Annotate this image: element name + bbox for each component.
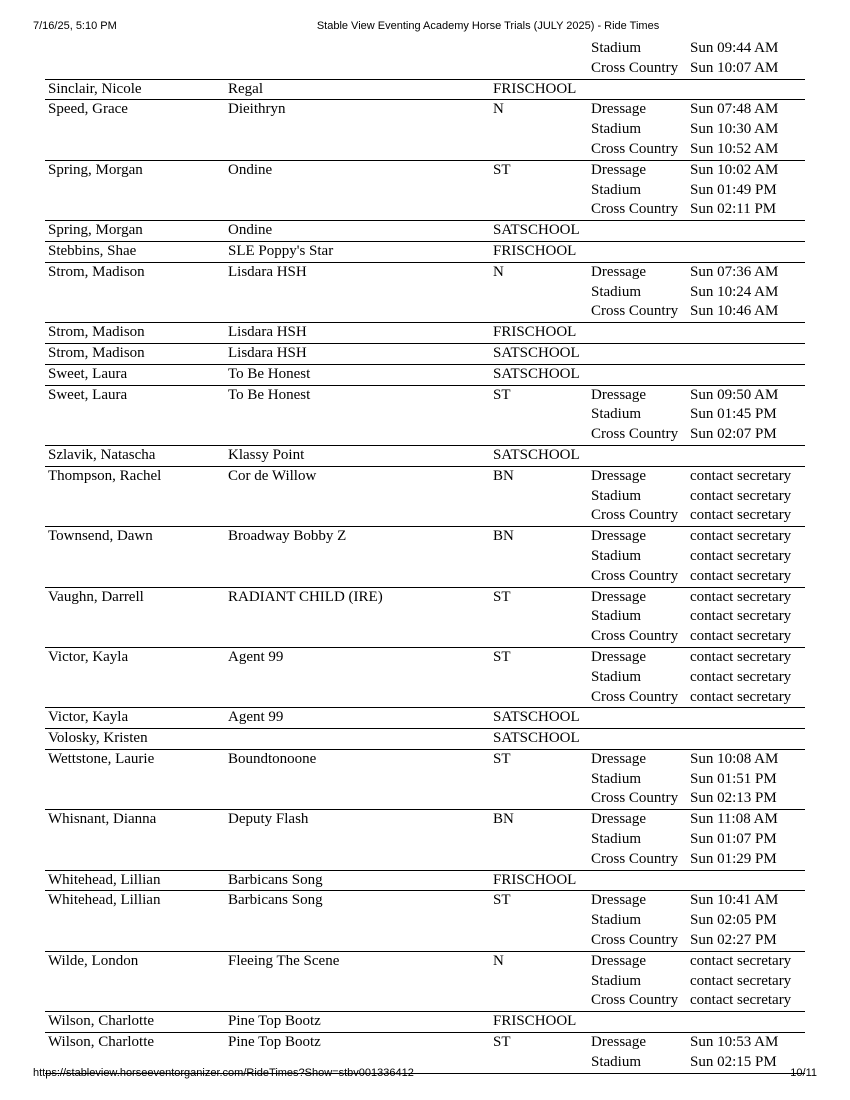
time-column <box>690 100 778 159</box>
phase-label: Stadium <box>591 406 642 423</box>
division: FRISCHOOL <box>493 242 577 259</box>
horse-name: Pine Top Bootz <box>228 1034 321 1051</box>
division: FRISCHOOL <box>493 1013 577 1030</box>
time-column <box>690 891 778 950</box>
table-row <box>45 952 805 1012</box>
rider-name: Victor, Kayla <box>48 709 129 726</box>
phase-label: Dressage <box>591 386 646 403</box>
horse-name: Dieithryn <box>228 101 286 118</box>
ride-time: Sun 02:05 PM <box>690 912 777 929</box>
table-row <box>45 871 805 892</box>
time-column <box>690 810 778 869</box>
ride-time: contact secretary <box>690 547 792 564</box>
ride-time: Sun 10:53 AM <box>690 1034 779 1051</box>
table-row <box>45 527 805 587</box>
ride-time: Sun 02:15 PM <box>690 1053 777 1070</box>
phase-label: Stadium <box>591 831 642 848</box>
phase-label: Dressage <box>591 750 646 767</box>
phase-column <box>591 891 678 950</box>
rider-name: Stebbins, Shae <box>48 242 137 259</box>
horse-name: To Be Honest <box>228 386 311 403</box>
horse-name: Klassy Point <box>228 446 305 463</box>
rider-name: Whisnant, Dianna <box>48 811 157 828</box>
phase-label: Stadium <box>591 972 642 989</box>
rider-name: Whitehead, Lillian <box>48 871 161 888</box>
phase-label: Cross Country <box>591 932 679 949</box>
print-datetime: 7/16/25, 5:10 PM <box>33 20 117 32</box>
time-column <box>690 386 778 445</box>
horse-name: SLE Poppy's Star <box>228 242 334 259</box>
table-row <box>45 588 805 648</box>
ride-time: contact secretary <box>690 507 792 524</box>
ride-time: contact secretary <box>690 952 792 969</box>
phase-column <box>591 810 678 869</box>
division: FRISCHOOL <box>493 871 577 888</box>
horse-name: Pine Top Bootz <box>228 1013 321 1030</box>
phase-label: Cross Country <box>591 426 679 443</box>
division: SATSCHOOL <box>493 446 580 463</box>
table-row <box>45 221 805 242</box>
horse-name: Agent 99 <box>228 709 284 726</box>
ride-time: contact secretary <box>690 528 792 545</box>
division: N <box>493 101 504 118</box>
phase-label: Stadium <box>591 668 642 685</box>
rider-name: Vaughn, Darrell <box>48 588 144 605</box>
ride-time: Sun 02:13 PM <box>690 790 777 807</box>
ride-time: contact secretary <box>690 588 792 605</box>
table-row <box>45 263 805 323</box>
horse-name: Agent 99 <box>228 648 284 665</box>
phase-label: Stadium <box>591 547 642 564</box>
rider-name: Sweet, Laura <box>48 365 128 382</box>
ride-time: Sun 02:11 PM <box>690 201 777 218</box>
phase-column <box>591 161 678 220</box>
ride-time: contact secretary <box>690 688 792 705</box>
division: BN <box>493 811 514 828</box>
ride-time: contact secretary <box>690 992 792 1009</box>
table-row <box>45 242 805 263</box>
phase-column <box>591 100 678 159</box>
horse-name: To Be Honest <box>228 365 311 382</box>
division: ST <box>493 750 511 767</box>
rider-name: Volosky, Kristen <box>48 730 148 747</box>
phase-column <box>591 750 678 809</box>
ride-time: Sun 01:51 PM <box>690 770 777 787</box>
phase-label: Stadium <box>591 770 642 787</box>
division: BN <box>493 467 514 484</box>
horse-name: Broadway Bobby Z <box>228 528 347 545</box>
division: ST <box>493 161 511 178</box>
ride-time: Sun 02:27 PM <box>690 932 777 949</box>
table-row <box>45 708 805 729</box>
table-row <box>45 729 805 750</box>
phase-label: Dressage <box>591 467 646 484</box>
phase-label: Dressage <box>591 161 646 178</box>
phase-label: Cross Country <box>591 790 679 807</box>
horse-name: Ondine <box>228 161 273 178</box>
table-row <box>45 891 805 951</box>
rider-name: Wilde, London <box>48 952 139 969</box>
table-row <box>45 446 805 467</box>
division: FRISCHOOL <box>493 80 577 97</box>
ride-time: Sun 10:30 AM <box>690 121 779 138</box>
table-row <box>45 100 805 160</box>
division: ST <box>493 648 511 665</box>
phase-label: Stadium <box>591 608 642 625</box>
phase-label: Cross Country <box>591 507 679 524</box>
phase-label: Cross Country <box>591 140 679 157</box>
ride-time: Sun 10:41 AM <box>690 892 779 909</box>
phase-label: Cross Country <box>591 59 679 76</box>
phase-label: Cross Country <box>591 850 679 867</box>
ride-time: Sun 10:02 AM <box>690 161 779 178</box>
phase-label: Cross Country <box>591 303 679 320</box>
page-footer <box>0 1067 850 1083</box>
ride-time: Sun 10:46 AM <box>690 303 779 320</box>
ride-time: Sun 09:44 AM <box>690 40 779 56</box>
phase-column <box>591 263 678 322</box>
rider-name: Strom, Madison <box>48 263 145 280</box>
horse-name: Barbicans Song <box>228 871 323 888</box>
phase-column <box>591 648 678 707</box>
division: N <box>493 263 504 280</box>
table-row <box>45 80 805 101</box>
division: ST <box>493 386 511 403</box>
table-row <box>45 810 805 870</box>
table-row <box>45 344 805 365</box>
phase-column <box>591 952 678 1011</box>
table-row <box>45 39 805 80</box>
rider-name: Wettstone, Laurie <box>48 750 155 767</box>
table-row <box>45 365 805 386</box>
page-title: Stable View Eventing Academy Horse Trials (JULY 2025) - Ride Times <box>316 20 660 32</box>
phase-label: Cross Country <box>591 992 679 1009</box>
phase-label: Stadium <box>591 40 642 56</box>
horse-name: Deputy Flash <box>228 811 309 828</box>
phase-column <box>591 588 678 647</box>
horse-name: Lisdara HSH <box>228 324 307 341</box>
horse-name: Ondine <box>228 222 273 239</box>
rider-name: Sinclair, Nicole <box>48 80 142 97</box>
page-number: 10/11 <box>790 1067 817 1079</box>
time-column <box>690 750 778 809</box>
division: ST <box>493 1034 511 1051</box>
phase-label: Stadium <box>591 912 642 929</box>
phase-label: Cross Country <box>591 688 679 705</box>
rider-name: Townsend, Dawn <box>48 528 153 545</box>
ride-time: Sun 07:36 AM <box>690 263 779 280</box>
phase-label: Stadium <box>591 283 642 300</box>
phase-label: Cross Country <box>591 628 679 645</box>
ride-time: Sun 01:49 PM <box>690 181 777 198</box>
table-row <box>45 648 805 708</box>
division: BN <box>493 528 514 545</box>
time-column <box>690 467 791 526</box>
ride-time: contact secretary <box>690 668 792 685</box>
division: SATSCHOOL <box>493 365 580 382</box>
table-row <box>45 386 805 446</box>
ride-time: Sun 10:07 AM <box>690 59 779 76</box>
table-row <box>45 750 805 810</box>
division: SATSCHOOL <box>493 709 580 726</box>
phase-column <box>591 386 678 445</box>
phase-label: Dressage <box>591 648 646 665</box>
division: ST <box>493 892 511 909</box>
phase-label: Dressage <box>591 952 646 969</box>
rider-name: Wilson, Charlotte <box>48 1034 155 1051</box>
rider-name: Spring, Morgan <box>48 161 143 178</box>
time-column <box>690 527 791 586</box>
ride-time: Sun 09:50 AM <box>690 386 779 403</box>
ride-time: Sun 07:48 AM <box>690 101 779 118</box>
ride-time: contact secretary <box>690 467 792 484</box>
horse-name: Cor de Willow <box>228 467 317 484</box>
time-column <box>690 161 778 220</box>
phase-column <box>591 527 678 586</box>
ride-time: contact secretary <box>690 487 792 504</box>
rider-name: Victor, Kayla <box>48 648 129 665</box>
table-row <box>45 161 805 221</box>
phase-column <box>591 39 678 79</box>
phase-label: Stadium <box>591 181 642 198</box>
time-column <box>690 39 778 79</box>
division: FRISCHOOL <box>493 324 577 341</box>
ride-time: contact secretary <box>690 648 792 665</box>
division: N <box>493 952 504 969</box>
ride-time: Sun 11:08 AM <box>690 811 778 828</box>
rider-name: Szlavik, Natascha <box>48 446 156 463</box>
phase-label: Dressage <box>591 1034 646 1051</box>
phase-label: Stadium <box>591 1053 642 1070</box>
phase-label: Cross Country <box>591 567 679 584</box>
phase-label: Dressage <box>591 528 646 545</box>
phase-label: Stadium <box>591 121 642 138</box>
ride-time: Sun 02:07 PM <box>690 426 777 443</box>
time-column <box>690 263 778 322</box>
ride-time: Sun 01:29 PM <box>690 850 777 867</box>
rider-name: Spring, Morgan <box>48 222 143 239</box>
division: SATSCHOOL <box>493 222 580 239</box>
ride-time: Sun 10:08 AM <box>690 750 779 767</box>
ride-time: Sun 10:52 AM <box>690 140 779 157</box>
rider-name: Speed, Grace <box>48 101 128 118</box>
horse-name: Lisdara HSH <box>228 344 307 361</box>
phase-label: Dressage <box>591 263 646 280</box>
time-column <box>690 952 791 1011</box>
table-row <box>45 467 805 527</box>
time-column <box>690 588 791 647</box>
ride-time: Sun 01:07 PM <box>690 831 777 848</box>
division: ST <box>493 588 511 605</box>
phase-label: Dressage <box>591 101 646 118</box>
page-header <box>0 20 850 36</box>
ride-time: contact secretary <box>690 608 792 625</box>
ride-time: Sun 10:24 AM <box>690 283 779 300</box>
rider-name: Wilson, Charlotte <box>48 1013 155 1030</box>
rider-name: Whitehead, Lillian <box>48 892 161 909</box>
rider-name: Strom, Madison <box>48 324 145 341</box>
horse-name: Barbicans Song <box>228 892 323 909</box>
horse-name: Regal <box>228 80 263 97</box>
phase-label: Stadium <box>591 487 642 504</box>
horse-name: Fleeing The Scene <box>228 952 340 969</box>
ride-time: Sun 01:45 PM <box>690 406 777 423</box>
ride-time: contact secretary <box>690 972 792 989</box>
rider-name: Sweet, Laura <box>48 386 128 403</box>
phase-label: Cross Country <box>591 201 679 218</box>
phase-label: Dressage <box>591 892 646 909</box>
phase-label: Dressage <box>591 811 646 828</box>
table-row <box>45 323 805 344</box>
division: SATSCHOOL <box>493 730 580 747</box>
ride-time: contact secretary <box>690 567 792 584</box>
horse-name: Lisdara HSH <box>228 263 307 280</box>
ride-times-table <box>45 39 805 1074</box>
phase-label: Dressage <box>591 588 646 605</box>
rider-name: Strom, Madison <box>48 344 145 361</box>
horse-name: Boundtonoone <box>228 750 317 767</box>
division: SATSCHOOL <box>493 344 580 361</box>
horse-name: RADIANT CHILD (IRE) <box>228 588 383 605</box>
phase-column <box>591 467 678 526</box>
table-row <box>45 1012 805 1033</box>
ride-time: contact secretary <box>690 628 792 645</box>
rider-name: Thompson, Rachel <box>48 467 162 484</box>
time-column <box>690 648 791 707</box>
page-url[interactable]: https://stableview.horseeventorganizer.com/RideTimes?Show=stbv001336412 <box>33 1067 414 1079</box>
